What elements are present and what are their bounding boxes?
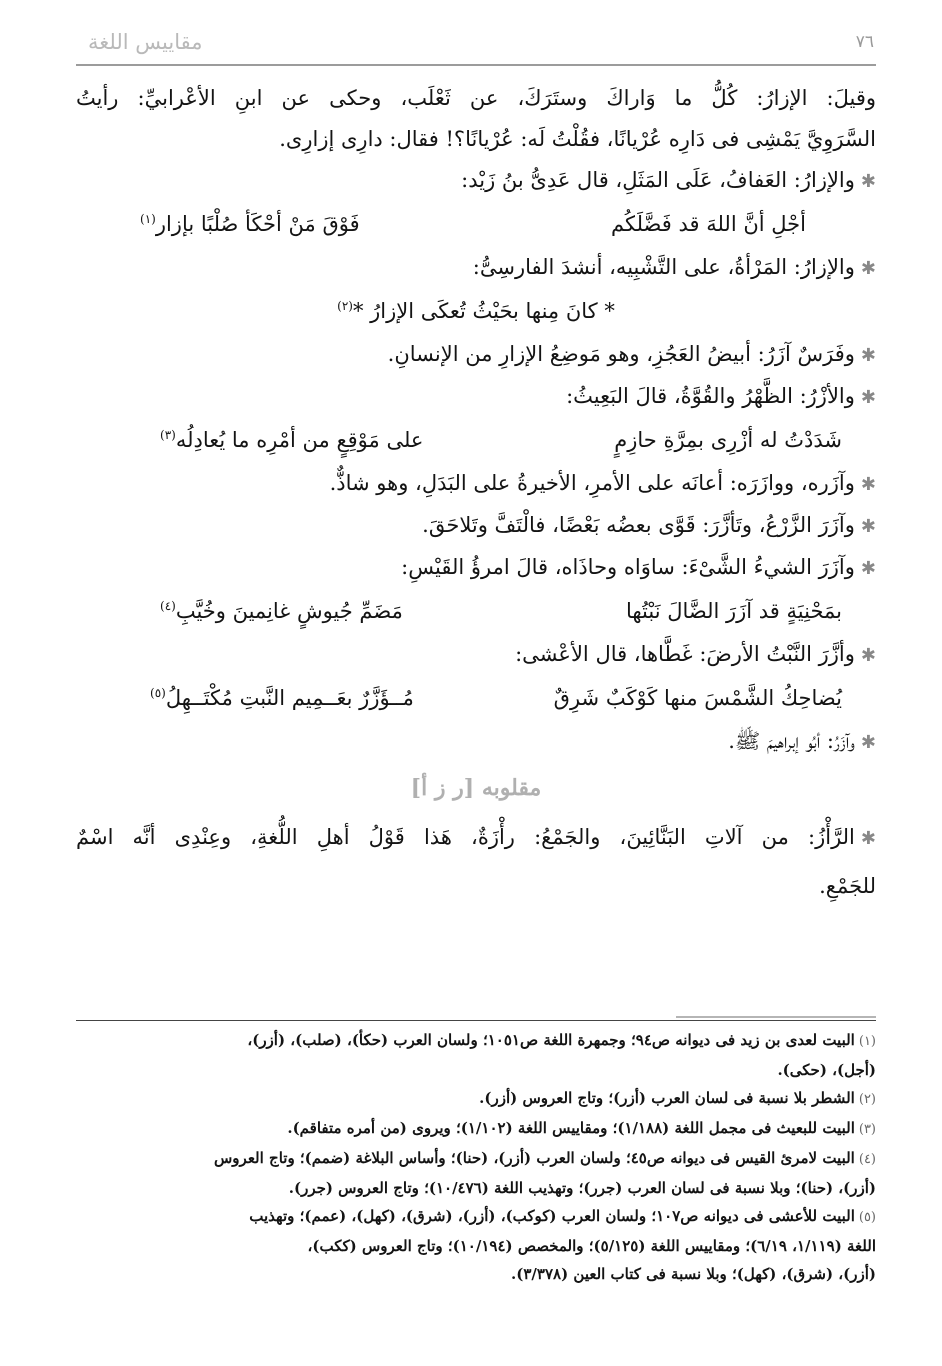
- text-span: الرَّأْزُ: من آلاتِ البَنَّائِينَ، والجَمْعُ: رأْزَةٌ، هَذا قَوْلُ أهلِ اللُّغةِ، وعِنْدِى أنَّه اسْمٌ: [76, 825, 855, 849]
- verse-single-line: [76, 289, 876, 334]
- footnote-separator-accent: [676, 1016, 876, 1018]
- running-title: مقاييس اللغة: [88, 30, 203, 54]
- text-span: وقيلَ: الإزارُ: كُلُّ ما وَاراكَ وستَرَكَ، عن ثَعْلَب، وحكى عن ابنِ الأعْرابيِّ: رأيتُ: [76, 86, 876, 110]
- footnote: [76, 1144, 876, 1202]
- footnote-ref: (٤): [160, 599, 176, 613]
- footnote-number: (١): [858, 1034, 876, 1049]
- text-span: * كانَ مِنها بحَيْثُ تُعكَى الإزارُ *: [352, 299, 615, 323]
- text-span: اللغة (١/١١٩، ٦/١٩)؛ ومقاييس اللغة (٥/١٢٥)؛ والمخصص (١٠/١٩٤)؛ وتاج العروس (ككب)،: [307, 1237, 876, 1255]
- text-span: وأزَّرَ النَّبْتُ الأرضَ: غَطَّاها، قال الأعْشى:: [515, 642, 855, 666]
- main-text: [76, 78, 876, 909]
- verse-second-hemistich: [160, 589, 403, 634]
- page-number: ٧٦: [855, 32, 874, 52]
- text-span: الشطر بلا نسبة فى لسان العرب (أزر)؛ وتاج العروس (أزر).: [479, 1089, 855, 1107]
- footnote-line: [76, 1084, 876, 1114]
- entry-line: [76, 334, 876, 376]
- footnote-line: [76, 1056, 876, 1084]
- footnote: [76, 1084, 876, 1114]
- footnote-ref: (٣): [160, 428, 176, 442]
- asterisk-icon: ✱: [860, 258, 876, 279]
- verse: [76, 202, 806, 247]
- text-span: البيت للبعيث فى مجمل اللغة (١/١٨٨)؛ ومقاييس اللغة (١/١٠٢)؛ ويروى (من أمره متفاقم).: [287, 1119, 855, 1137]
- verse: [76, 676, 842, 721]
- asterisk-icon: ✱: [860, 732, 876, 753]
- footnote-line: [76, 1114, 876, 1144]
- entry-line: [76, 505, 876, 547]
- verse-first-hemistich: بمَحْنِيَةٍ قد آزَرَ الضَّالَ نَبْتُها: [625, 599, 842, 623]
- footnote: [76, 1202, 876, 1288]
- text-span: للجَمْعِ.: [819, 874, 876, 898]
- verse: [76, 589, 842, 634]
- asterisk-icon: ✱: [860, 171, 876, 192]
- asterisk-icon: ✱: [860, 558, 876, 579]
- entry-line: [76, 247, 876, 289]
- asterisk-icon: ✱: [860, 828, 876, 849]
- footnote-line: [76, 1144, 876, 1174]
- text-span: مَضَمِّ جُيوشٍ غانِمينَ وخُيَّبِ: [175, 599, 403, 623]
- text-span: وآزَره، ووازَرَه: أعانَه على الأمرِ، الأخيرةُ على البَدَلِ، وهو شاذٌّ.: [329, 471, 855, 495]
- footnotes: [76, 1026, 876, 1288]
- asterisk-icon: ✱: [860, 345, 876, 366]
- asterisk-icon: ✱: [860, 645, 876, 666]
- asterisk-icon: ✱: [860, 516, 876, 537]
- verse-second-hemistich: [160, 418, 423, 463]
- footnote-number: (٣): [858, 1122, 876, 1137]
- footnote-line: [76, 1202, 876, 1232]
- entry-line: [76, 547, 876, 589]
- verse-second-hemistich: [140, 202, 360, 247]
- footnote-number: (٢): [858, 1092, 876, 1107]
- entry-line: [76, 634, 876, 676]
- entry-line: [76, 160, 876, 202]
- footnote-number: (٥): [858, 1210, 876, 1225]
- entry-line: [76, 721, 876, 763]
- text-span: وآزَرَ الشيءُ الشَّىْءَ: ساوَاه وحاذَاه، قالَ امرؤُ القَيْسِ:: [401, 555, 855, 579]
- footnote-line: [76, 1174, 876, 1202]
- entry-line: [76, 463, 876, 505]
- entry-line: [76, 813, 876, 863]
- asterisk-icon: ✱: [860, 387, 876, 408]
- section-heading: مقلوبه [ر ز أ]: [410, 775, 542, 801]
- verse-second-hemistich: [150, 676, 414, 721]
- text-span: على مَوْقِعٍ من أمْرِه ما يُعادِلُه: [175, 428, 424, 452]
- text-span: (أزر)، (شرق)، (كهل)؛ وبلا نسبة فى كتاب العين (٣/٣٧٨).: [511, 1265, 876, 1283]
- text-span: وآزَرَ الزَّرْعُ، وتَأزَّرَ: قَوَّى بعضُه بَعْضًا، فالْتَفَّ وتَلاحَقَ.: [422, 513, 855, 537]
- footnote-separator: [76, 1020, 876, 1021]
- text-span: وآزَرُ: أبُو إبراهيمَ ﷺ.: [728, 729, 855, 753]
- text-span: وفَرَسٌ آزَرُ: أبيضُ العَجُزِ، وهو مَوضِعُ الإزارِ من الإنسانِ.: [387, 342, 855, 366]
- footnote-line: [76, 1232, 876, 1260]
- verse-first-hemistich: أجْلِ أنَّ اللهَ قد فَضَّلَكُم: [611, 212, 806, 236]
- entry-line: [76, 376, 876, 418]
- text-span: فَوْقَ مَنْ أحْكَأ صُلْبًا بإزار: [155, 212, 360, 236]
- text-span: مُــؤَزَّرٌ بعَــمِيم النَّبتِ مُكْتَــهِلُ: [165, 686, 414, 710]
- verse: [76, 418, 842, 463]
- text-span: السَّرَوِيَّ يَمْشِى فى دَارِه عُرْيانًا، فقُلْتُ لَه: عُرْيانًا؟! فقال: دارِى إزارِى.: [279, 127, 876, 151]
- text-span: (أزر)، (حنا)؛ وبلا نسبة فى لسان العرب (جرر)؛ وتهذيب اللغة (١٠/٤٧٦)؛ وتاج العروس (جرر).: [288, 1179, 876, 1197]
- footnote-line: [76, 1026, 876, 1056]
- footnote-number: (٤): [858, 1152, 876, 1167]
- verse-first-hemistich: شَدَدْتُ له أزْرِى بمِرَّةِ حازِمٍ: [614, 428, 842, 452]
- paragraph-line: [76, 863, 876, 909]
- paragraph-line: [76, 78, 876, 119]
- running-head: [74, 22, 874, 62]
- footnote-ref: (٥): [150, 686, 166, 700]
- footnote-ref: (١): [140, 212, 156, 226]
- asterisk-icon: ✱: [860, 474, 876, 495]
- text-span: البيت للأعشى فى ديوانه ص١٠٧؛ ولسان العرب (كوكب)، (أزر)، (شرق)، (كهل)، (عمم)؛ وتهذيب: [249, 1207, 855, 1225]
- text-span: البيت لامرئ القيس فى ديوانه ص٤٥؛ ولسان العرب (أزر)، (حنا)؛ وأساس البلاغة (ضمم)؛ وتاج العروس: [213, 1149, 855, 1167]
- footnote-ref: (٢): [337, 299, 353, 313]
- text-span: البيت لعدى بن زيد فى ديوانه ص٩٤؛ وجمهرة اللغة ص١٠٥١؛ ولسان العرب (حكأ)، (صلب)، (أزر)،: [247, 1031, 855, 1049]
- footnote-line: [76, 1260, 876, 1288]
- text-span: والإزارُ: المَرْأةُ، على التَّشْبِيه، أنشدَ الفارسِىُّ:: [472, 255, 855, 279]
- text-span: والأزْرُ: الظَّهْرُ والقُوَّةُ، قالَ البَعِيثُ:: [566, 384, 855, 408]
- header-rule: [76, 64, 876, 66]
- text-span: والإزارُ: العَفافُ، عَلَى المَثَلِ، قال عَدِىُّ بنُ زَيْد:: [461, 168, 855, 192]
- paragraph-line: [76, 119, 876, 160]
- footnote: [76, 1026, 876, 1084]
- verse-first-hemistich: يُضاحِكُ الشَّمْسَ منها كَوْكَبٌ شَرِقٌ: [553, 686, 842, 710]
- text-span: (أجل)، (حكى).: [777, 1061, 876, 1079]
- footnote: [76, 1114, 876, 1144]
